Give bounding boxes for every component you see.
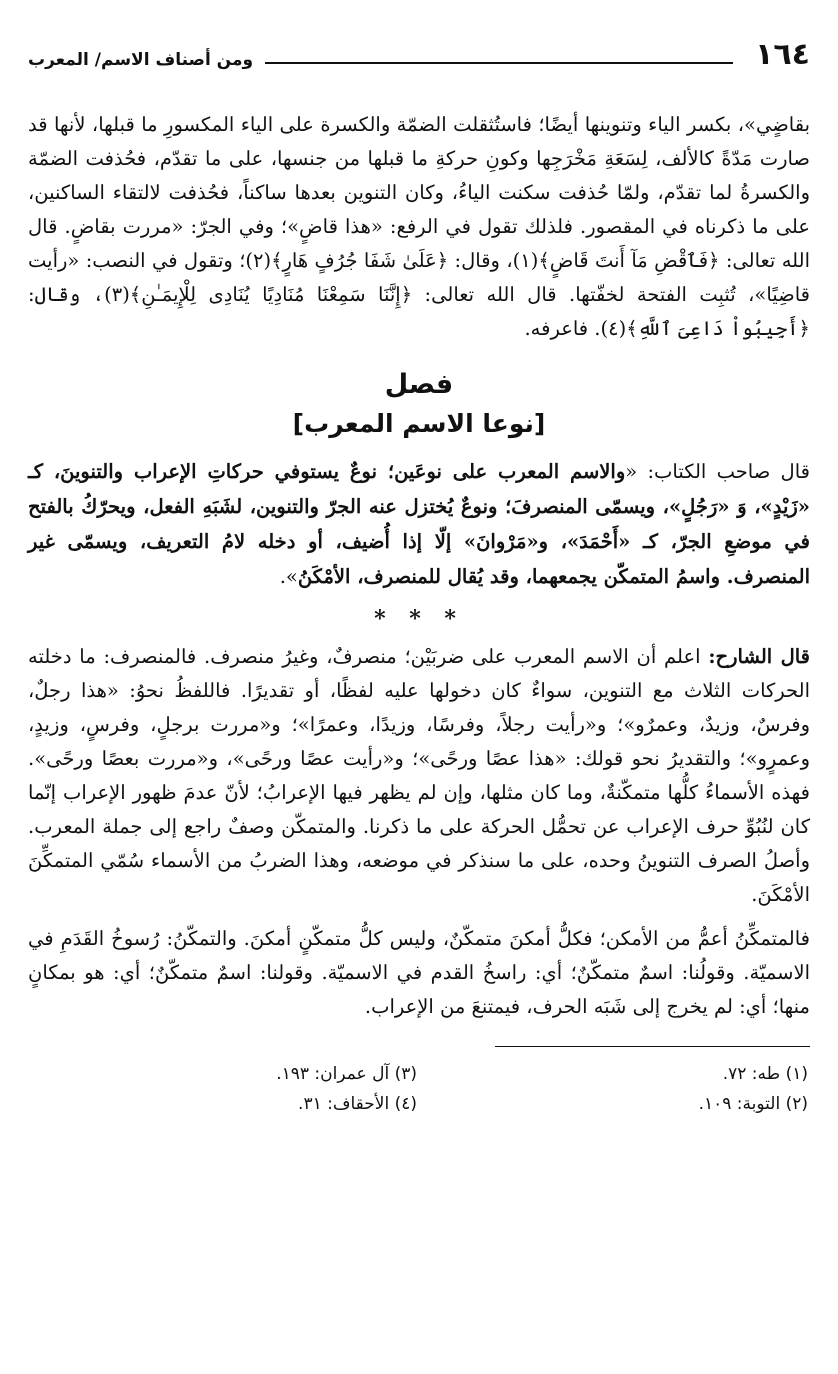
intro-paragraph: بقاضٍي»، بكسر الياء وتنوينها أيضًا؛ فاستُثقلت الضمّة والكسرة على الياء المكسورِ ما قبلها، لأنها قد صارت مَدّةً كالألف، لِسَعَةِ مَخْرَجِها وكونِ حركةِ ما قبلها من جنسها، على ما تقدّم، فحُذفت الضمّة والكسرةُ لما تقدّم، ولمّا حُذفت سكنت الياءُ، وكان التنوين بعدها ساكناً، فحُذفت لالتقاء الساكنين، على ما ذكرناه في المقصور. فلذلك تقول في الرفع: «هذا قاضٍ»؛ وفي الجرّ: «مررت بقاضٍ. قال الله تعالى: ﴿فَٱقْضِ مَآ أَنتَ قَاضٍ﴾(١)، وقال: ﴿عَلَىٰ شَفَا جُرُفٍ هَارٍ﴾(٢)؛ وتقول في النصب: «رأيت قاضِيًا»، تُثبِت الفتحة لخفّتها. قال الله تعالى: ﴿إِنَّنَا سَمِعْنَا مُنَادِيًا يُنَادِى لِلْإِيمَـٰنِ﴾(٣)، وقال: ﴿أَجِيبُواْ دَاعِىَ ٱللَّهِ﴾(٤). فاعرفه. bbox=[28, 113, 810, 340]
footnote-rule bbox=[495, 1046, 810, 1047]
page-number: ١٦٤ bbox=[755, 37, 810, 72]
section-title: فصل bbox=[384, 369, 454, 400]
commentary-paragraph-1 bbox=[28, 640, 810, 912]
book-page bbox=[28, 37, 810, 1354]
footnote-3: (٣) آل عمران: ١٩٣. bbox=[276, 1064, 417, 1084]
footnote-4: (٤) الأحقاف: ٣١. bbox=[298, 1094, 417, 1114]
separator-stars: * * * bbox=[374, 606, 464, 632]
matn-bold-text: والاسم المعرب على نوعَين؛ نوعٌ يستوفي حركاتِ الإعراب والتنوينَ، كـ «زَيْدٍ»، وَ «رَجُلٍ»، ويسمّى المنصرفَ؛ ونوعٌ يُختزل عنه الجرّ والتنوين، لشَبَهِ الفعل، ويحرّكُ بالفتح في موضعِ الجرّ، كـ «أَحْمَدَ»، و«مَرْوانَ» إلّا إذا أُضيف، أو دخله لامُ التعريف، ويسمّى غير المنصرف. واسمُ المتمكّن يجمعهما، وقد يُقال للمنصرف، الأمْكَنُ bbox=[28, 460, 810, 588]
matn-paragraph bbox=[28, 454, 810, 594]
footnote-2: (٢) التوبة: ١٠٩. bbox=[698, 1094, 808, 1114]
section-subtitle: [نوعا الاسم المعرب] bbox=[292, 409, 546, 438]
commentary-paragraph-2: فالمتمكِّنُ أعمُّ من الأمكن؛ فكلُّ أمكنَ متمكّنٌ، وليس كلُّ متمكّنٍ أمكنَ. والتمكّنُ: رُسوخُ القَدَمِ في الاسميّة. وقولُنا: اسمٌ متمكّنٌ؛ أي: راسخُ القدم في الاسميّة. وقولنا: اسمٌ متمكّنٌ؛ أي: هو بمكانٍ منها؛ أي: لم يخرج إلى شَبَه الحرف، فيمتنعَ من الإعراب. bbox=[28, 927, 810, 1018]
commentary-text-1: اعلم أن الاسم المعرب على ضربَيْن؛ منصرفٌ، وغيرُ منصرف. فالمنصرف: ما دخلته الحركات الثلاث مع التنوين، سواءٌ كان دخولها عليه لفظًا، أو تقديرًا. فاللفظُ نحوُ: «هذا رجلٌ، وفرسٌ، وزيدٌ، وعمرٌو»؛ و«رأيت رجلاً، وفرسًا، وزيدًا، وعمرًا»؛ و«مررت برجلٍ، وفرسٍ، وزيدٍ، وعمرٍو»؛ والتقديرُ نحو قولك: «هذا عصًا ورحًى»؛ و«رأيت عصًا ورحًى»، و«مررت بعصًا ورحًى». فهذه الأسماءُ كلُّها متمكّنةٌ، وما كان مثلها، وإن لم يظهر فيها الإعرابُ؛ لأنّ عدمَ ظهور الإعراب إنّما كان لنُبُوِّ حرف الإعراب عن تحمُّل الحركة على ما ذكرنا. والمتمكّن وصفٌ راجع إلى جملة المعرب. وأصلُ الصرف التنوينُ وحده، على ما سنذكر في موضعه، وهذا الضربُ من الأسماء سُمّي المتمكِّنَ الأمْكَنَ. bbox=[28, 645, 810, 906]
header-rule bbox=[265, 62, 733, 64]
running-head: ومن أصناف الاسم/ المعرب bbox=[28, 50, 254, 70]
footnote-1: (١) طه: ٧٢. bbox=[722, 1064, 808, 1084]
page-header bbox=[28, 37, 810, 72]
commentary-label: قال الشارح: bbox=[708, 645, 810, 668]
matn-intro: قال صاحب الكتاب: « bbox=[625, 460, 810, 483]
matn-outro: ». bbox=[279, 565, 298, 588]
footnotes bbox=[28, 1059, 810, 1119]
